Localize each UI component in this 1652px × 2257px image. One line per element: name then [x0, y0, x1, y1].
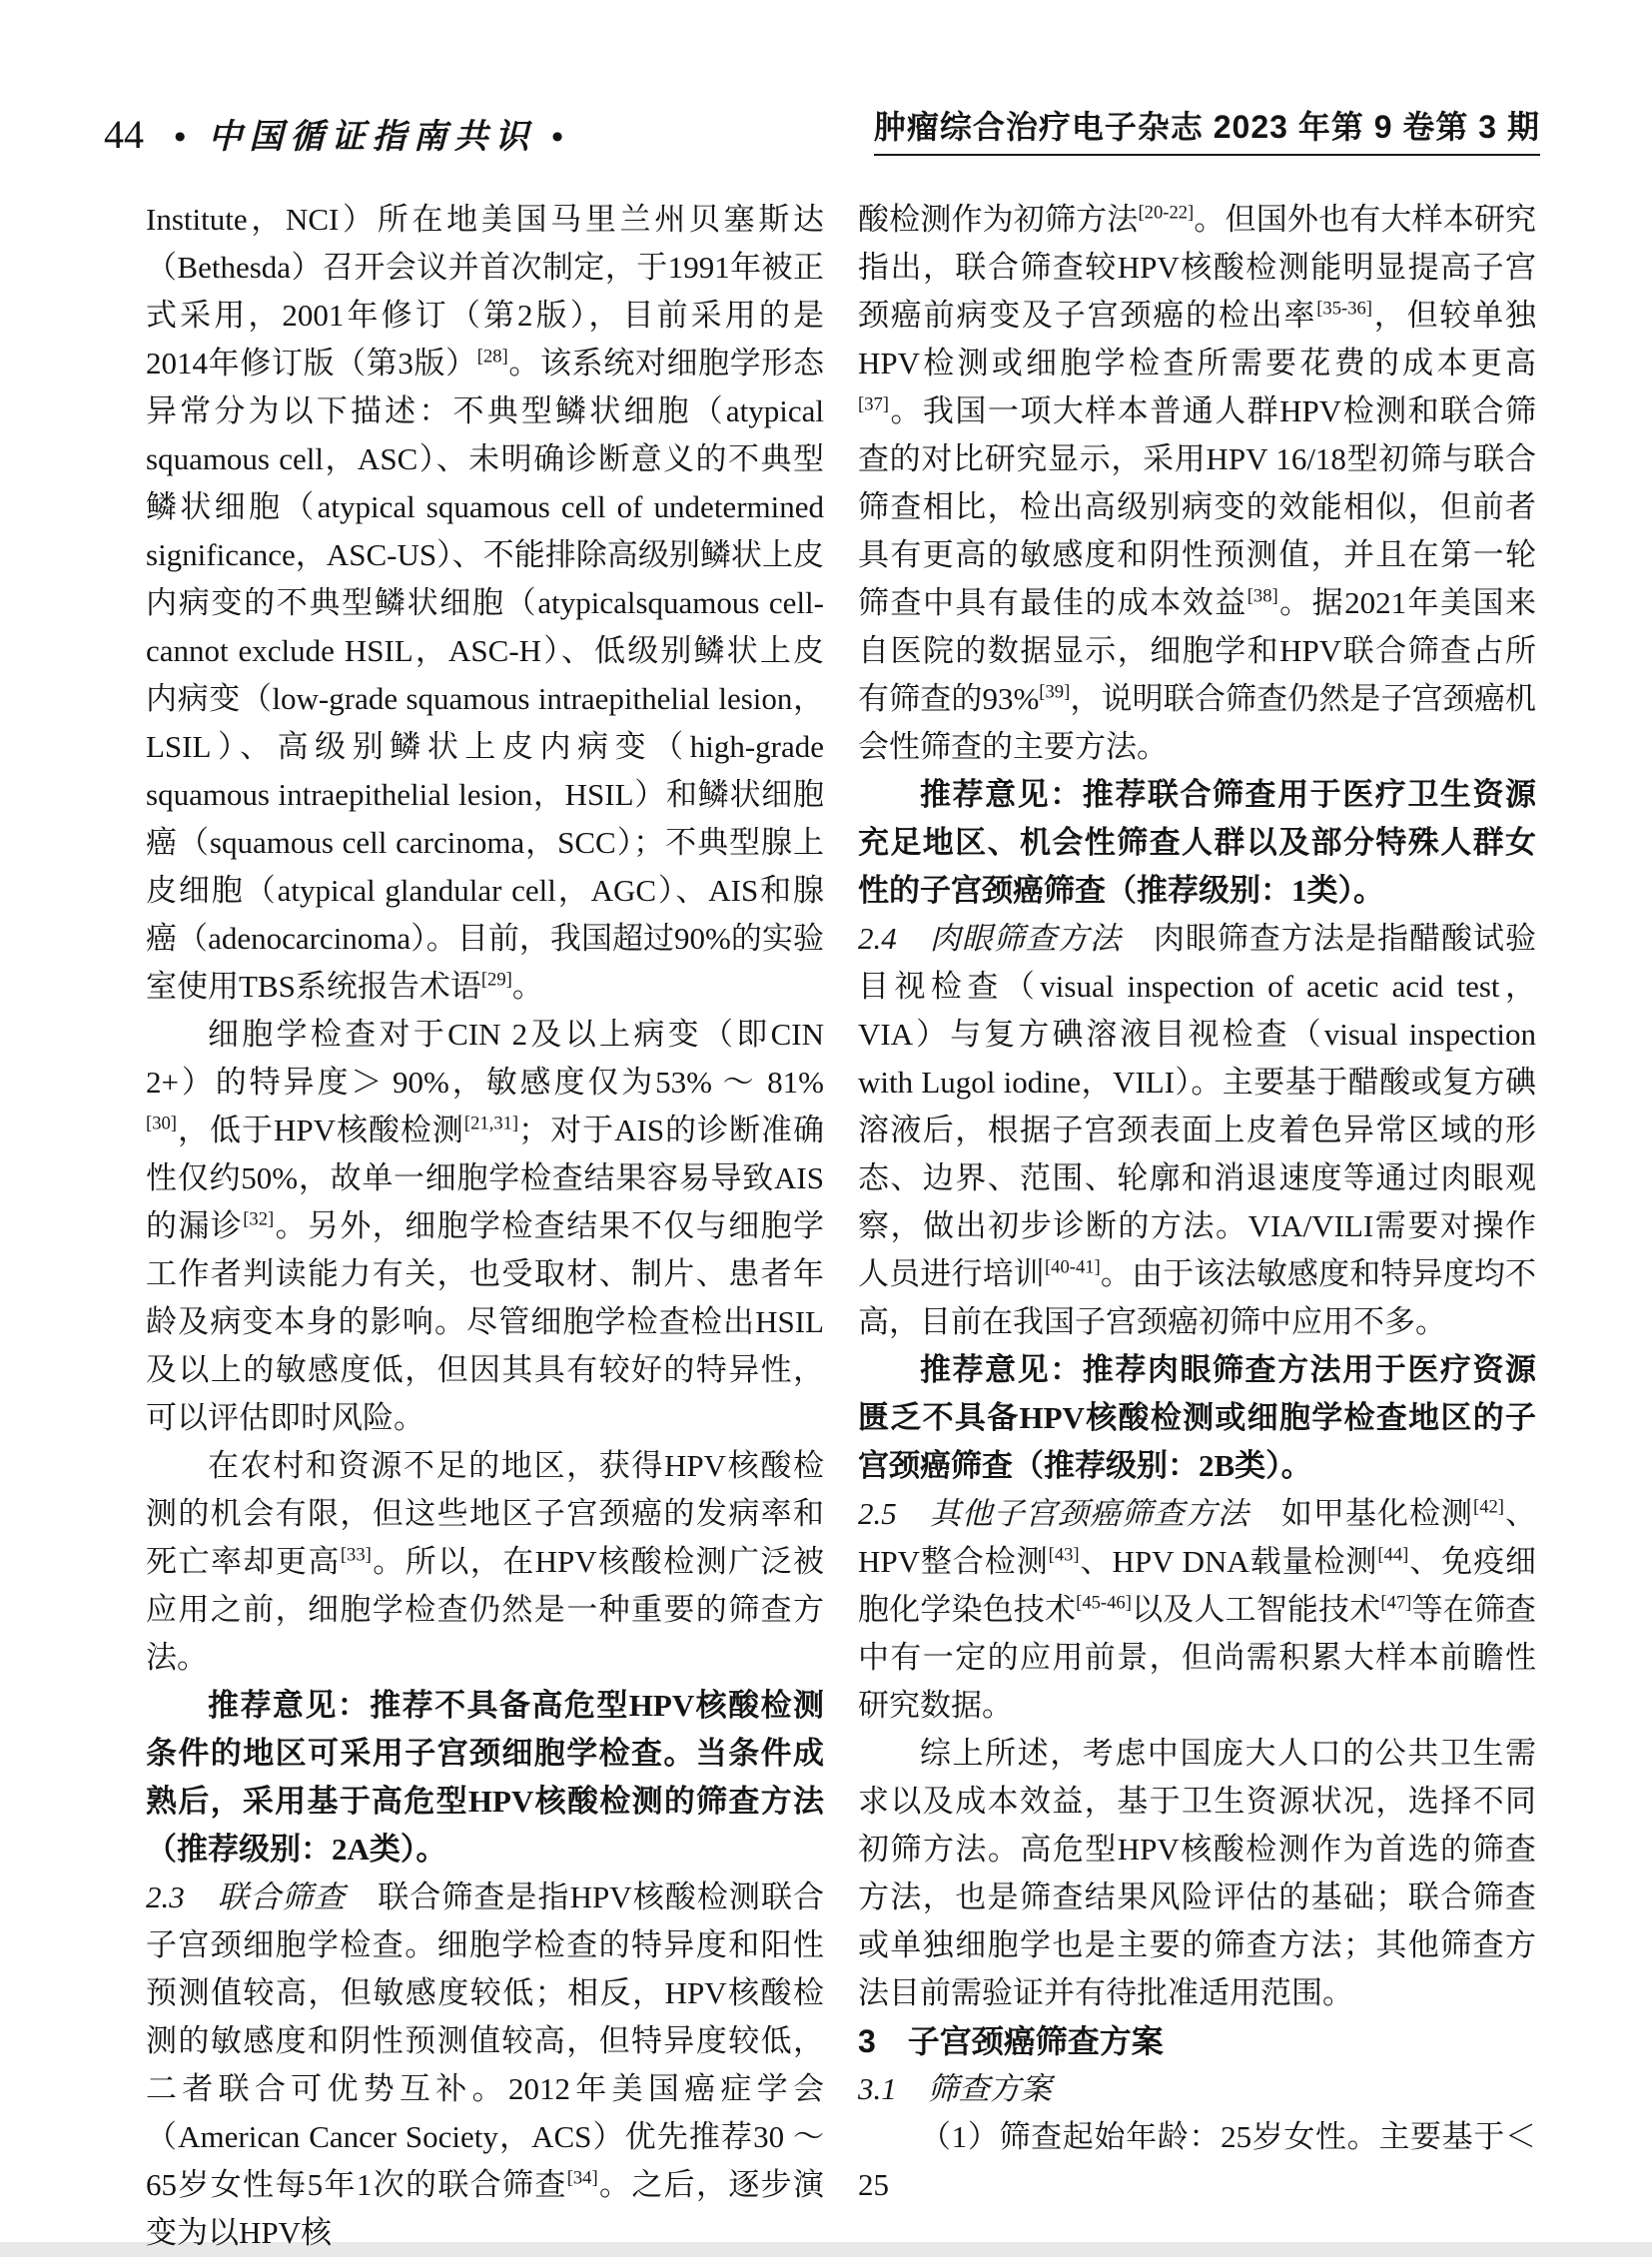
text-run: 。据2021年美国来自医院的数据显示，细胞学和HPV联合筛查占所有筛查的93%: [858, 585, 1537, 716]
text-run: 如甲基化检测: [1280, 1496, 1474, 1531]
reference-marker: [30]: [146, 1113, 177, 1134]
text-run: 推荐意见：推荐不具备高危型HPV核酸检测条件的地区可采用子宫颈细胞学检查。当条件成熟后，采用基于高危型HPV核酸检测的筛查方法（推荐级别：2A类）。: [146, 1688, 824, 1867]
reference-marker: [44]: [1377, 1544, 1409, 1566]
text-run: 综上所述，考虑中国庞大人口的公共卫生需求以及成本效益，基于卫生资源状况，选择不同初筛方法。高危型HPV核酸检测作为首选的筛查方法，也是筛查结果风险评估的基础；联合筛查或单独细胞学也是主要的筛查方法；其他筛查方法目前需验证并有待批准适用范围。: [858, 1736, 1536, 2010]
reference-marker: [21,31]: [463, 1113, 519, 1134]
right-column: [858, 196, 1536, 2257]
inline-section-label: 2.5 其他子宫颈癌筛查方法: [858, 1496, 1281, 1531]
text-run: 、HPV整合检测: [858, 1496, 1537, 1579]
recommendation-paragraph-cytology: [146, 1682, 824, 1874]
reference-marker: [33]: [340, 1544, 372, 1566]
text-run: 推荐意见：推荐肉眼筛查方法用于医疗资源匮乏不具备HPV核酸检测或细胞学检查地区的子宫颈癌筛查（推荐级别：2B类）。: [858, 1352, 1536, 1483]
reference-marker: [38]: [1246, 585, 1278, 607]
body-paragraph-rural-areas: [146, 1442, 824, 1682]
text-run: 3.1 筛查方案: [858, 2071, 1052, 2106]
reference-marker: [37]: [858, 393, 889, 415]
reference-marker: [32]: [243, 1208, 275, 1230]
text-run: 、HPV DNA载量检测: [1079, 1544, 1378, 1579]
recommendation-paragraph-visual-inspection: [858, 1346, 1536, 1490]
text-run: ，低于HPV核酸检测: [176, 1113, 464, 1147]
body-columns: [146, 196, 1536, 2257]
text-run: 等在筛查中有一定的应用前景，但尚需积累大样本前瞻性研究数据。: [858, 1592, 1537, 1723]
section-paragraph-2-3-combined-screening: [146, 1874, 824, 2257]
section-paragraph-2-4-visual-inspection: [858, 915, 1536, 1346]
text-run: 推荐意见：推荐联合筛查用于医疗卫生资源充足地区、机会性筛查人群以及部分特殊人群女性的子宫颈癌筛查（推荐级别：1类）。: [858, 777, 1536, 908]
section-heading-3-screening-program: [858, 2017, 1536, 2065]
reference-marker: [35-36]: [1316, 298, 1372, 320]
reference-marker: [47]: [1380, 1592, 1412, 1614]
section-paragraph-2-5-other-methods: [858, 1490, 1536, 1730]
text-run: ，说明联合筛查仍然是子宫颈癌机会性筛查的主要方法。: [858, 681, 1537, 764]
recommendation-paragraph-combined-screening: [858, 771, 1536, 915]
reference-marker: [28]: [476, 346, 508, 368]
text-run: 。之后，逐步演变为以HPV核: [146, 2167, 825, 2250]
header-left: [104, 111, 570, 157]
reference-marker: [43]: [1048, 1544, 1080, 1566]
reference-marker: [40-41]: [1044, 1256, 1101, 1278]
reference-marker: [20-22]: [1138, 202, 1195, 224]
reference-marker: [42]: [1473, 1496, 1504, 1518]
text-run: 。但国外也有大样本研究指出，联合筛查较HPV核酸检测能明显提高子宫颈癌前病变及子宫颈癌的检出率: [858, 202, 1537, 333]
text-run: 。由于该法敏感度和特异度均不高，目前在我国子宫颈癌初筛中应用不多。: [858, 1256, 1537, 1339]
text-run: 3 子宫颈癌筛查方案: [858, 2023, 1164, 2059]
inline-section-label: 2.4 肉眼筛查方法: [858, 921, 1154, 956]
reference-marker: [45-46]: [1076, 1592, 1132, 1614]
body-paragraph-summary: [858, 1730, 1536, 2017]
inline-section-label: 2.3 联合筛查: [146, 1880, 379, 1914]
left-column: [146, 196, 824, 2257]
text-run: 酸检测作为初筛方法: [858, 202, 1139, 237]
text-run: ；对于AIS的诊断准确性仅约50%，故单一细胞学检查结果容易导致AIS的漏诊: [146, 1113, 825, 1243]
subsection-heading-3-1: [858, 2065, 1536, 2113]
text-run: 联合筛查是指HPV核酸检测联合子宫颈细胞学检查。细胞学检查的特异度和阳性预测值较高，但敏感度较低；相反，HPV核酸检测的敏感度和阴性预测值较高，但特异度较低，二者联合可优势互补。2012年美国癌症学会（American Cancer Society，ACS）优先推荐30 ～ 65岁女性每5年1次的联合筛查: [146, 1880, 825, 2202]
text-run: 以及人工智能技术: [1131, 1592, 1381, 1627]
text-run: 在农村和资源不足的地区，获得HPV核酸检测的机会有限，但这些地区子宫颈癌的发病率和死亡率却更高: [146, 1448, 824, 1579]
text-run: 肉眼筛查方法是指醋酸试验目视检查（visual inspection of acetic acid test，VIA）与复方碘溶液目视检查（visual inspection with Lugol iodine，VILI）。主要基于醋酸或复方碘溶液后，根据子宫颈表面上皮着色异常区域的形态、边界、范围、轮廓和消退速度等通过肉眼观察，做出初步诊断的方法。VIA/VILI需要对操作人员进行培训: [858, 921, 1537, 1291]
page-number: 44: [104, 111, 144, 157]
journal-issue-info: 肿瘤综合治疗电子杂志 2023 年第 9 卷第 3 期: [874, 110, 1540, 156]
text-run: 。: [511, 969, 543, 1004]
text-run: 。我国一项大样本普通人群HPV检测和联合筛查的对比研究显示，采用HPV 16/18型初筛与联合筛查相比，检出高级别病变的效能相似，但前者具有更高的敏感度和阴性预测值，并且在第一轮筛查中具有最佳的成本效益: [858, 393, 1536, 620]
text-run: （1）筛查起始年龄：25岁女性。主要基于＜ 25: [858, 2119, 1536, 2202]
text-run: ，但较单独HPV检测或细胞学检查所需要花费的成本更高: [858, 298, 1537, 380]
text-run: 细胞学检查对于CIN 2及以上病变（即CIN 2+）的特异度＞ 90%，敏感度仅为53% ～ 81%: [146, 1017, 824, 1100]
text-run: 、免疫细胞化学染色技术: [858, 1544, 1537, 1627]
body-paragraph-screening-start-age: [858, 2113, 1536, 2209]
text-run: Institute，NCI）所在地美国马里兰州贝塞斯达（Bethesda）召开会议并首次制定，于1991年被正式采用，2001年修订（第2版），目前采用的是2014年修订版（第3版）: [146, 202, 824, 380]
text-run: 。另外，细胞学检查结果不仅与细胞学工作者判读能力有关，也受取材、制片、患者年龄及病变本身的影响。尽管细胞学检查检出HSIL及以上的敏感度低，但因其具有较好的特异性，可以评估即时风险。: [146, 1208, 824, 1435]
body-paragraph-combined-screening-evidence: [858, 196, 1536, 771]
body-paragraph-cytology-accuracy: [146, 1011, 824, 1442]
reference-marker: [34]: [566, 2167, 598, 2189]
reference-marker: [39]: [1039, 681, 1071, 703]
reference-marker: [29]: [480, 969, 512, 991]
journal-series-title: • 中国循证指南共识 •: [174, 118, 570, 156]
text-run: 。该系统对细胞学形态异常分为以下描述：不典型鳞状细胞（atypical squamous cell，ASC）、未明确诊断意义的不典型鳞状细胞（atypical squamous cell of undetermined significance，ASC-US）、不能排除高级别鳞状上皮内病变的不典型鳞状细胞（atypicalsquamous cell-cannot exclude HSIL，ASC-H）、低级别鳞状上皮内病变（low-grade squamous intraepithelial lesion，LSIL）、高级别鳞状上皮内病变（high-grade squamous intraepithelial lesion，HSIL）和鳞状细胞癌（squamous cell carcinoma，SCC）；不典型腺上皮细胞（atypical glandular cell，AGC）、AIS和腺癌（adenocarcinoma）。目前，我国超过90%的实验室使用TBS系统报告术语: [146, 346, 825, 1004]
body-paragraph-tbs-system: [146, 196, 824, 1011]
text-run: 。所以，在HPV核酸检测广泛被应用之前，细胞学检查仍然是一种重要的筛查方法。: [146, 1544, 824, 1675]
page-header: [104, 110, 1540, 156]
